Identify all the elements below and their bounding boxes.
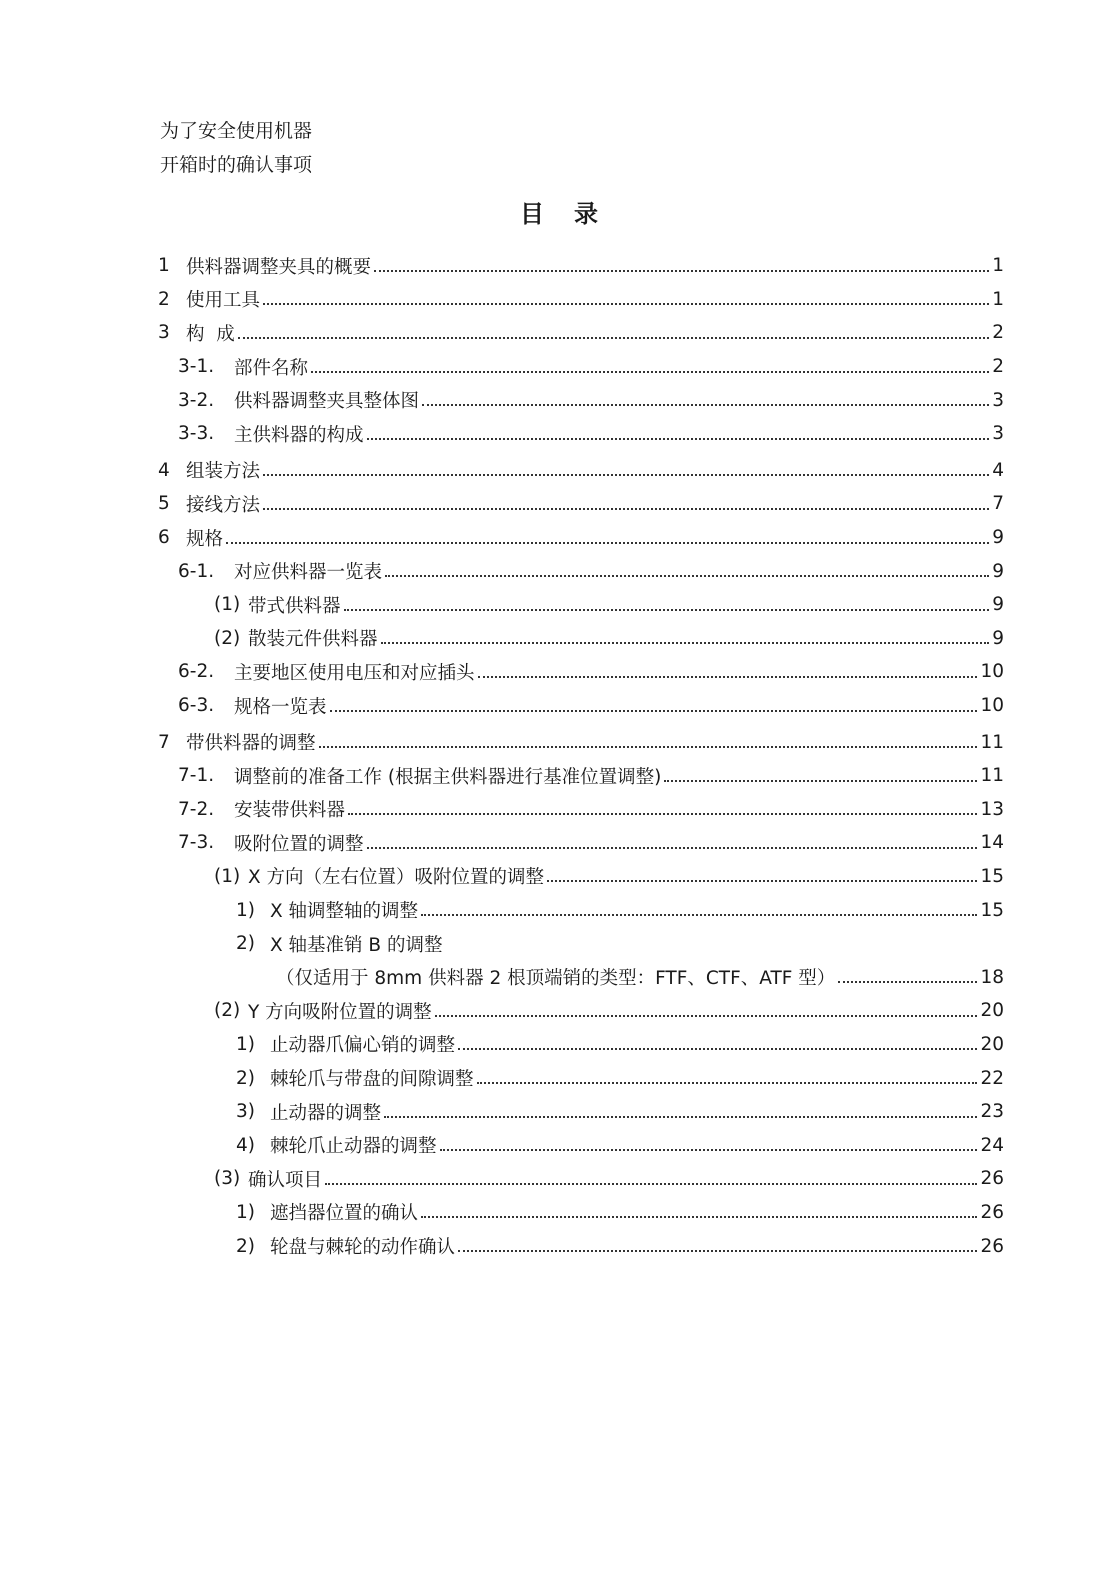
toc-entry[interactable]: [158, 283, 1004, 317]
toc-title: [0, 194, 1120, 229]
toc-title-char-2: 录: [574, 200, 600, 228]
toc-entry-label: [214, 1166, 322, 1192]
toc-entry-label: [178, 659, 475, 685]
toc-entry-number: 1): [236, 1033, 255, 1055]
toc-entry[interactable]: [158, 383, 1004, 417]
toc-entry-label: [158, 457, 260, 483]
toc-entry-text: 部件名称: [234, 357, 309, 379]
toc-entry-page: 1: [992, 288, 1004, 310]
toc-entry-label: [158, 729, 316, 755]
toc-entry[interactable]: [158, 793, 1004, 827]
toc-entry-text: 遮挡器位置的确认: [270, 1203, 419, 1225]
toc-entry-label: [178, 558, 382, 584]
toc-entry[interactable]: [158, 417, 1004, 451]
toc-entry-number: 6-2.: [178, 661, 215, 683]
toc-leader-dots: [348, 813, 977, 815]
toc-leader-dots: [458, 1048, 977, 1050]
toc-entry-number: (1): [214, 865, 241, 887]
toc-entry-number: 3-3.: [178, 423, 215, 445]
toc-entry-label: [178, 387, 419, 413]
toc-entry-number: 2): [236, 1235, 255, 1257]
toc-entry-label: [178, 693, 327, 719]
toc-entry-page: 20: [980, 1000, 1004, 1022]
toc-leader-dots: [311, 371, 989, 373]
toc-leader-dots: [367, 438, 990, 440]
toc-entry-label: [214, 625, 378, 651]
toc-entry-text: X 轴调整轴的调整: [270, 901, 419, 923]
toc-entry-label: [178, 763, 661, 789]
preamble-unboxing-line: 开箱时的确认事项: [160, 154, 313, 176]
toc-leader-dots: [440, 1149, 978, 1151]
preamble-safety-line: 为了安全使用机器: [160, 120, 313, 142]
toc-entry-text: 确认项目: [248, 1169, 323, 1191]
toc-entry-label: [236, 1199, 418, 1225]
toc-entry[interactable]: [158, 350, 1004, 384]
toc-entry[interactable]: [158, 1061, 1004, 1095]
toc-entry-page: 11: [980, 765, 1004, 787]
toc-entry-text: X 方向（左右位置）吸附位置的调整: [248, 867, 545, 889]
toc-entry[interactable]: [158, 1128, 1004, 1162]
toc-leader-dots: [435, 1015, 978, 1017]
toc-leader-dots: [458, 1250, 977, 1252]
toc-entry-label: [158, 253, 371, 279]
toc-leader-dots: [384, 1116, 977, 1118]
toc-entry-label: [236, 1099, 381, 1125]
toc-leader-dots: [421, 914, 977, 916]
toc-entry-text: 棘轮爪与带盘的间隙调整: [270, 1069, 474, 1091]
toc-entry-page: 4: [992, 459, 1004, 481]
toc-entry-text: 带供料器的调整: [186, 733, 316, 755]
toc-entry-number: 1): [236, 1201, 255, 1223]
toc-entry-label: [236, 931, 443, 957]
toc-entry[interactable]: [158, 893, 1004, 927]
toc-leader-dots: [263, 303, 989, 305]
toc-entry-page: 3: [992, 423, 1004, 445]
toc-entry-text: （仅适用于 8mm 供料器 2 根顶端销的类型：FTF、CTF、ATF 型）: [276, 968, 836, 990]
toc-leader-dots: [374, 270, 989, 272]
toc-entry-page: 15: [980, 865, 1004, 887]
toc-entry[interactable]: [158, 960, 1004, 994]
toc-entry-page: 9: [992, 560, 1004, 582]
toc-leader-dots: [263, 474, 989, 476]
toc-entry[interactable]: [158, 655, 1004, 689]
toc-entry-number: 2): [236, 1067, 255, 1089]
toc-entry-text: 棘轮爪止动器的调整: [270, 1136, 437, 1158]
toc-entry[interactable]: [158, 994, 1004, 1028]
toc-entry-label: [276, 964, 835, 990]
toc-entry[interactable]: [158, 1196, 1004, 1230]
toc-entry-label: [236, 897, 418, 923]
toc-entry[interactable]: [158, 1229, 1004, 1263]
toc-entry-page: 10: [980, 661, 1004, 683]
toc-entry-page: 26: [980, 1235, 1004, 1257]
toc-entry-label: [158, 320, 235, 346]
toc-entry-text: Y 方向吸附位置的调整: [248, 1001, 432, 1023]
toc-entry-label: [236, 1233, 455, 1259]
toc-leader-dots: [344, 609, 990, 611]
toc-entry-text: 轮盘与棘轮的动作确认: [270, 1237, 456, 1259]
toc-entry-label: [158, 286, 260, 312]
toc-entry-text: 接线方法: [186, 494, 261, 516]
toc-leader-dots: [421, 1216, 977, 1218]
toc-entry-page: 22: [980, 1067, 1004, 1089]
toc-leader-dots: [547, 880, 977, 882]
toc-entry[interactable]: [158, 1095, 1004, 1129]
toc-entry-text: X 轴基准销 B 的调整: [270, 934, 443, 956]
toc-entry[interactable]: [158, 689, 1004, 723]
toc-entry-page: 13: [980, 798, 1004, 820]
toc-entry-page: 2: [992, 322, 1004, 344]
toc-entry-page: 26: [980, 1168, 1004, 1190]
toc-entry-text: 带式供料器: [248, 595, 341, 617]
toc-entry-text: 组装方法: [186, 461, 261, 483]
toc-entry-page: 20: [980, 1033, 1004, 1055]
toc-entry-page: 9: [992, 627, 1004, 649]
toc-entry-number: 7: [158, 731, 170, 753]
toc-title-char-1: 目: [520, 200, 546, 228]
toc-leader-dots: [838, 981, 977, 983]
toc-entry-page: 10: [980, 695, 1004, 717]
toc-entry-number: 3: [158, 322, 170, 344]
toc-leader-dots: [325, 1183, 977, 1185]
toc-leader-dots: [367, 847, 978, 849]
toc-entry[interactable]: [158, 860, 1004, 894]
toc-leader-dots: [381, 642, 990, 644]
toc-entry-page: 26: [980, 1201, 1004, 1223]
toc-entry-number: 5: [158, 493, 170, 515]
toc-entry-number: (2): [214, 627, 241, 649]
toc-leader-dots: [238, 337, 989, 339]
toc-entry-label: [214, 592, 341, 618]
toc-entry-page: 18: [980, 966, 1004, 988]
toc-entry-number: 7-3.: [178, 832, 215, 854]
toc-entry-number: 3-1.: [178, 356, 215, 378]
toc-entry-label: [236, 1065, 474, 1091]
toc-entry-number: 1): [236, 899, 255, 921]
toc-entry-page: 9: [992, 594, 1004, 616]
toc-entry-number: 2): [236, 933, 255, 955]
toc-entry[interactable]: [158, 521, 1004, 555]
toc-entry[interactable]: [158, 588, 1004, 622]
toc-entry[interactable]: [158, 316, 1004, 350]
toc-entry-number: 2: [158, 288, 170, 310]
toc-entry-text: 供料器调整夹具整体图: [234, 391, 420, 413]
toc-entry-text: 对应供料器一览表: [234, 562, 383, 584]
toc-entry-label: [178, 830, 364, 856]
table-of-contents: [158, 249, 1004, 1263]
toc-leader-dots: [319, 746, 978, 748]
toc-entry[interactable]: [158, 622, 1004, 656]
toc-entry-page: 9: [992, 527, 1004, 549]
toc-entry-text: 使用工具: [186, 290, 261, 312]
toc-entry-label: [214, 863, 544, 889]
toc-entry-number: 6-3.: [178, 695, 215, 717]
toc-entry-page: 2: [992, 356, 1004, 378]
toc-entry-label: [158, 491, 260, 517]
toc-entry-number: 3-2.: [178, 389, 215, 411]
toc-entry-number: 6-1.: [178, 560, 215, 582]
toc-entry-label: [158, 525, 223, 551]
toc-entry-page: 3: [992, 389, 1004, 411]
toc-entry-page: 1: [992, 255, 1004, 277]
toc-entry[interactable]: [158, 249, 1004, 283]
toc-leader-dots: [226, 542, 989, 544]
toc-entry[interactable]: [158, 1162, 1004, 1196]
toc-entry-number: (2): [214, 1000, 241, 1022]
toc-entry-label: [178, 796, 345, 822]
toc-entry[interactable]: [158, 927, 1004, 961]
toc-entry-number: 6: [158, 527, 170, 549]
toc-entry-text: 主要地区使用电压和对应插头: [234, 662, 475, 684]
toc-entry-label: [236, 1031, 455, 1057]
toc-leader-dots: [263, 508, 989, 510]
toc-leader-dots: [478, 676, 978, 678]
toc-entry-text: 主供料器的构成: [234, 424, 364, 446]
toc-entry-number: (1): [214, 594, 241, 616]
toc-entry-label: [178, 421, 364, 447]
toc-entry-number: (3): [214, 1168, 241, 1190]
toc-entry-label: [236, 1132, 437, 1158]
toc-entry-page: 11: [980, 731, 1004, 753]
toc-entry-page: 24: [980, 1134, 1004, 1156]
toc-entry-page: 7: [992, 493, 1004, 515]
toc-entry-label: [214, 998, 432, 1024]
toc-leader-dots: [385, 575, 989, 577]
toc-entry-number: 7-2.: [178, 798, 215, 820]
toc-entry-text: 止动器的调整: [270, 1102, 382, 1124]
toc-entry-page: 14: [980, 832, 1004, 854]
toc-entry-text: 吸附位置的调整: [234, 833, 364, 855]
toc-entry-number: 1: [158, 255, 170, 277]
toc-entry[interactable]: [158, 454, 1004, 488]
toc-entry-text: 调整前的准备工作 (根据主供料器进行基准位置调整): [234, 766, 662, 788]
toc-entry[interactable]: [158, 725, 1004, 759]
toc-entry-text: 规格一览表: [234, 696, 327, 718]
toc-entry-text: 供料器调整夹具的概要: [186, 256, 372, 278]
toc-entry-text: 散装元件供料器: [248, 629, 378, 651]
toc-entry-text: 规格: [186, 528, 224, 550]
toc-entry-text: 构 成: [186, 323, 235, 345]
toc-entry[interactable]: [158, 1028, 1004, 1062]
toc-entry-page: 15: [980, 899, 1004, 921]
toc-entry-text: 安装带供料器: [234, 800, 346, 822]
toc-entry-label: [178, 354, 308, 380]
toc-entry[interactable]: [158, 759, 1004, 793]
toc-entry-page: 23: [980, 1101, 1004, 1123]
toc-entry[interactable]: [158, 554, 1004, 588]
toc-leader-dots: [664, 780, 977, 782]
toc-entry-number: 4: [158, 459, 170, 481]
toc-leader-dots: [477, 1082, 978, 1084]
toc-entry[interactable]: [158, 487, 1004, 521]
toc-leader-dots: [330, 710, 978, 712]
toc-leader-dots: [422, 404, 989, 406]
toc-entry-text: 止动器爪偏心销的调整: [270, 1035, 456, 1057]
toc-entry-number: 4): [236, 1134, 255, 1156]
preamble: [160, 114, 312, 182]
toc-entry-number: 7-1.: [178, 765, 215, 787]
toc-entry-number: 3): [236, 1101, 255, 1123]
toc-entry[interactable]: [158, 826, 1004, 860]
